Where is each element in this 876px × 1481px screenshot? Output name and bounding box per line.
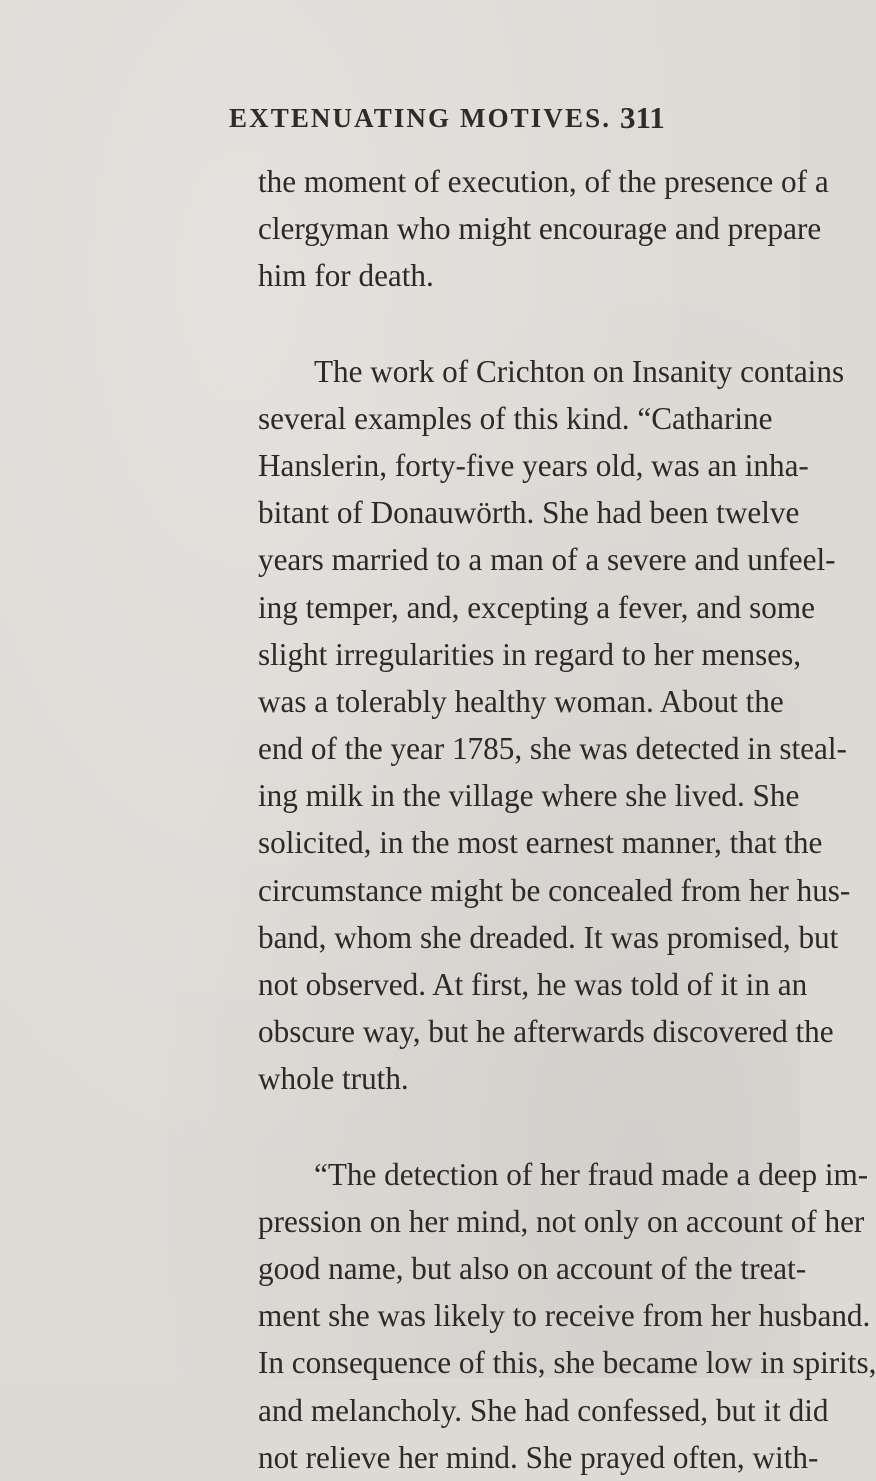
text-line: good name, but also on account of the treat- (258, 1250, 807, 1286)
running-title: EXTENUATING MOTIVES. (229, 103, 612, 133)
page-number: 311 (620, 100, 665, 135)
text-line: years married to a man of a severe and unfeel- (258, 542, 836, 578)
text-line: circumstance might be concealed from her hus- (258, 872, 851, 908)
text-line: pression on her mind, not only on account of her (258, 1203, 865, 1239)
text-line: not relieve her mind. She prayed often, with- (258, 1439, 819, 1475)
text-line: In consequence of this, she became low in spirits, (258, 1345, 876, 1381)
text-line: ment she was likely to receive from her husband. (258, 1298, 871, 1334)
text-line: The work of Crichton on Insanity contains (314, 353, 845, 389)
text-line: Hanslerin, forty-five years old, was an inha- (258, 447, 809, 483)
paragraph-gap (258, 300, 653, 348)
text-line: bitant of Donauwörth. She had been twelve (258, 495, 800, 531)
text-line: several examples of this kind. “Catharine (258, 400, 773, 436)
text-line: “The detection of her fraud made a deep im- (314, 1156, 869, 1192)
text-line: end of the year 1785, she was detected in steal- (258, 731, 847, 767)
paragraph-3 (258, 1151, 876, 1481)
text-line: was a tolerably healthy woman. About the (258, 683, 784, 719)
text-line: whole truth. (258, 1061, 409, 1097)
paragraph-1 (258, 158, 829, 300)
text-line: ing temper, and, excepting a fever, and some (258, 589, 815, 625)
text-line: obscure way, but he afterwards discovered the (258, 1014, 834, 1050)
text-line: ing milk in the village where she lived. She (258, 778, 800, 814)
paragraph-2 (258, 348, 851, 1103)
text-line: him for death. (258, 258, 434, 294)
text-line: not observed. At first, he was told of it in an (258, 967, 808, 1002)
text-line: the moment of execution, of the presence of a (258, 164, 829, 199)
paragraph-gap (258, 1103, 653, 1151)
text-line: solicited, in the most earnest manner, that the (258, 825, 823, 861)
text-line: and melancholy. She had confessed, but it did (258, 1392, 829, 1428)
text-line: slight irregularities in regard to her menses, (258, 636, 802, 672)
body-text (258, 158, 876, 1481)
text-line: clergyman who might encourage and prepare (258, 211, 822, 247)
page-header (0, 100, 800, 147)
text-line: band, whom she dreaded. It was promised, but (258, 919, 839, 955)
